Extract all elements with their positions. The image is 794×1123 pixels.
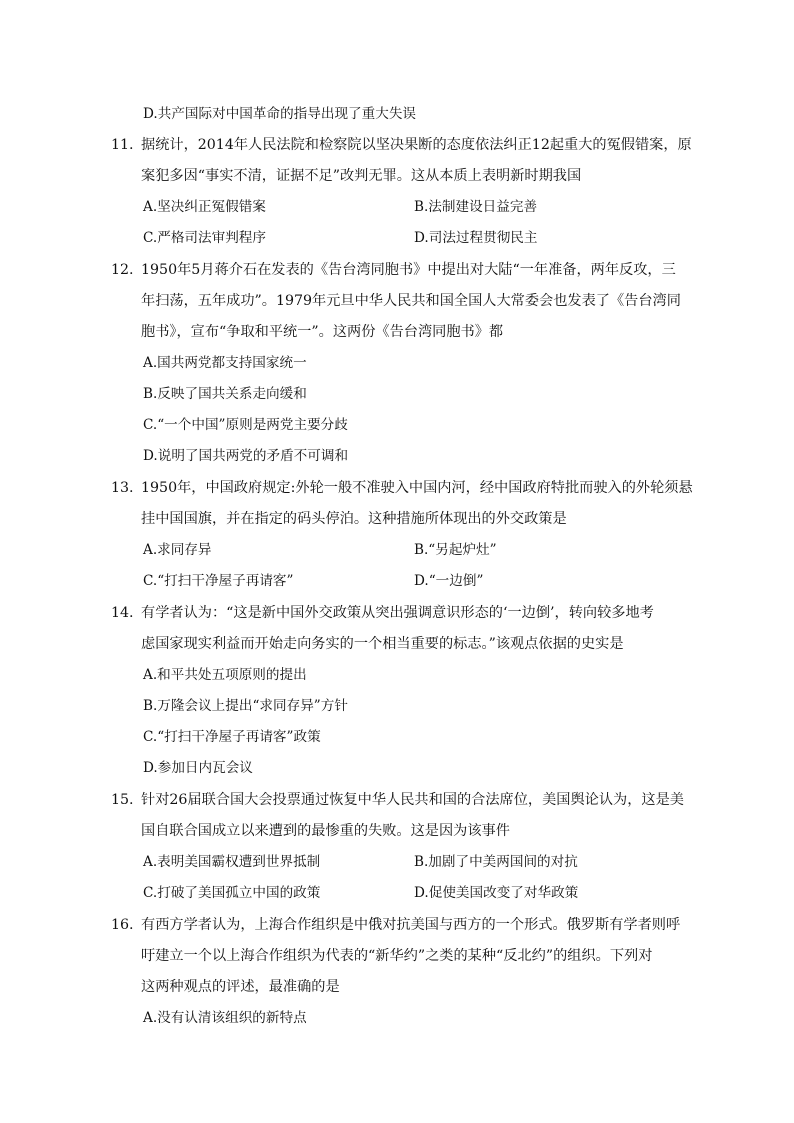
q16-stem-line2: 吁建立一个以上海合作组织为代表的“新华约”之类的某种“反北约”的组织。下列对 — [141, 948, 653, 964]
q15-number: 15. — [111, 792, 134, 808]
q15-option-c: C.打破了美国孤立中国的政策 — [143, 885, 321, 901]
q12-stem-line1 — [111, 260, 676, 280]
q15-stem-line2: 国自联合国成立以来遭到的最惨重的失败。这是因为该事件 — [141, 823, 510, 839]
q12-stem-line2: 年扫荡，五年成功”。1979年元旦中华人民共和国全国人大常委会也发表了《告台湾同 — [141, 293, 681, 309]
q15-option-b: B.加剧了中美两国间的对抗 — [414, 854, 578, 870]
q11-option-b: B.法制建设日益完善 — [414, 199, 538, 215]
q12-option-b: B.反映了国共关系走向缓和 — [143, 386, 307, 402]
q12-option-d: D.说明了国共两党的矛盾不可调和 — [143, 448, 349, 464]
q13-option-b: B.“另起炉灶” — [414, 542, 497, 558]
q11-text-line1: 据统计，2014年人民法院和检察院以坚决果断的态度依法纠正12起重大的冤假错案，原 — [141, 137, 692, 153]
q14-stem-line2: 虑国家现实利益而开始走向务实的一个相当重要的标志。”该观点依据的史实是 — [141, 636, 624, 652]
q12-text-line1: 1950年5月蒋介石在发表的《告台湾同胞书》中提出对大陆“一年准备，两年反攻，三 — [141, 262, 676, 278]
q13-number: 13. — [111, 480, 134, 496]
q14-option-b: B.万隆会议上提出“求同存异”方针 — [143, 698, 348, 714]
q10-option-d: D.共产国际对中国革命的指导出现了重大失误 — [143, 106, 417, 122]
q15-text-line1: 针对26届联合国大会投票通过恢复中华人民共和国的合法席位，美国舆论认为，这是美 — [141, 792, 684, 808]
q16-option-a: A.没有认清该组织的新特点 — [143, 1010, 307, 1026]
q16-stem-line3: 这两种观点的评述，最准确的是 — [141, 979, 340, 995]
q13-text-line1: 1950年，中国政府规定:外轮一般不准驶入中国内河，经中国政府特批而驶入的外轮须悬 — [141, 480, 693, 496]
q15-option-d: D.促使美国改变了对华政策 — [414, 885, 579, 901]
q16-number: 16. — [111, 917, 134, 933]
q11-stem-line1 — [111, 135, 692, 155]
q14-stem-line1 — [111, 603, 654, 623]
q13-stem-line1 — [111, 478, 693, 498]
q15-stem-line1 — [111, 790, 684, 810]
q11-number: 11. — [111, 137, 134, 153]
q11-option-c: C.严格司法审判程序 — [143, 230, 266, 246]
q14-option-c: C.“打扫干净屋子再请客”政策 — [143, 729, 321, 745]
q11-option-a: A.坚决纠正冤假错案 — [143, 199, 266, 215]
q14-text-line1: 有学者认为：“这是新中国外交政策从突出强调意识形态的‘一边倒’，转向较多地考 — [141, 605, 654, 621]
q13-option-d: D.“一边倒” — [414, 573, 484, 589]
q11-option-d: D.司法过程贯彻民主 — [414, 230, 538, 246]
q12-option-c: C.“一个中国”原则是两党主要分歧 — [143, 417, 348, 433]
q12-stem-line3: 胞书》，宣布“争取和平统一”。这两份《告台湾同胞书》都 — [141, 324, 504, 340]
q14-option-a: A.和平共处五项原则的提出 — [143, 667, 307, 683]
q15-option-a: A.表明美国霸权遭到世界抵制 — [143, 854, 321, 870]
q12-number: 12. — [111, 262, 134, 278]
q16-stem-line1 — [111, 915, 680, 935]
q14-number: 14. — [111, 605, 134, 621]
q13-stem-line2: 挂中国国旗，并在指定的码头停泊。这种措施所体现出的外交政策是 — [141, 511, 567, 527]
q13-option-c: C.“打扫干净屋子再请客” — [143, 573, 294, 589]
q12-option-a: A.国共两党都支持国家统一 — [143, 355, 307, 371]
q11-stem-line2: 案犯多因“事实不清，证据不足”改判无罪。这从本质上表明新时期我国 — [141, 168, 582, 184]
q13-option-a: A.求同存异 — [143, 542, 212, 558]
q16-text-line1: 有西方学者认为，上海合作组织是中俄对抗美国与西方的一个形式。俄罗斯有学者则呼 — [141, 917, 681, 933]
q14-option-d: D.参加日内瓦会议 — [143, 760, 253, 776]
